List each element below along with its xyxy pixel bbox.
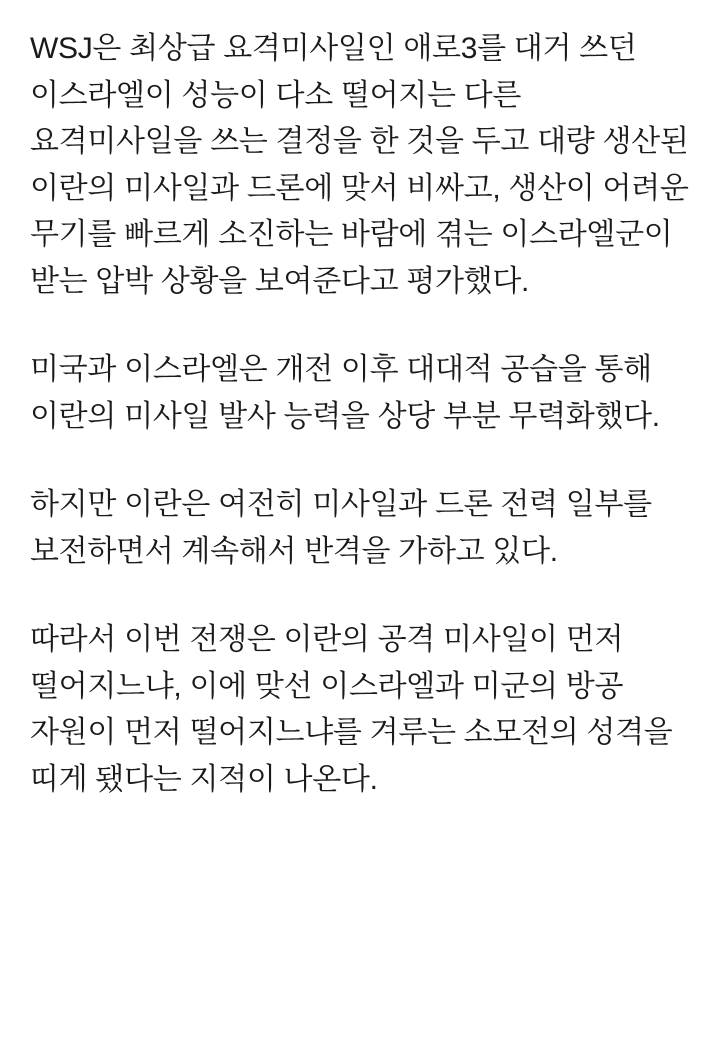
- article-paragraph: 미국과 이스라엘은 개전 이후 대대적 공습을 통해 이란의 미사일 발사 능력을 상당 부분 무력화했다.: [30, 353, 660, 433]
- article-paragraph: WSJ은 최상급 요격미사일인 애로3를 대거 쓰던 이스라엘이 성능이 다소 떨어지는 다른 요격미사일을 쓰는 결정을 한 것을 두고 대량 생산된 이란의 미사일과 드론에 맞서 비싸고, 생산이 어려운 무기를 빠르게 소진하는 바람에 겪는 이스라엘군이 받는 압박 상황을 보여준다고 평가했다.: [30, 32, 689, 298]
- article-paragraph: 따라서 이번 전쟁은 이란의 공격 미사일이 먼저 떨어지느냐, 이에 맞선 이스라엘과 미군의 방공 자원이 먼저 떨어지느냐를 겨루는 소모전의 성격을 띠게 됐다는 지적이 나온다.: [30, 623, 673, 796]
- article-paragraph: 하지만 이란은 여전히 미사일과 드론 전력 일부를 보전하면서 계속해서 반격을 가하고 있다.: [30, 488, 652, 568]
